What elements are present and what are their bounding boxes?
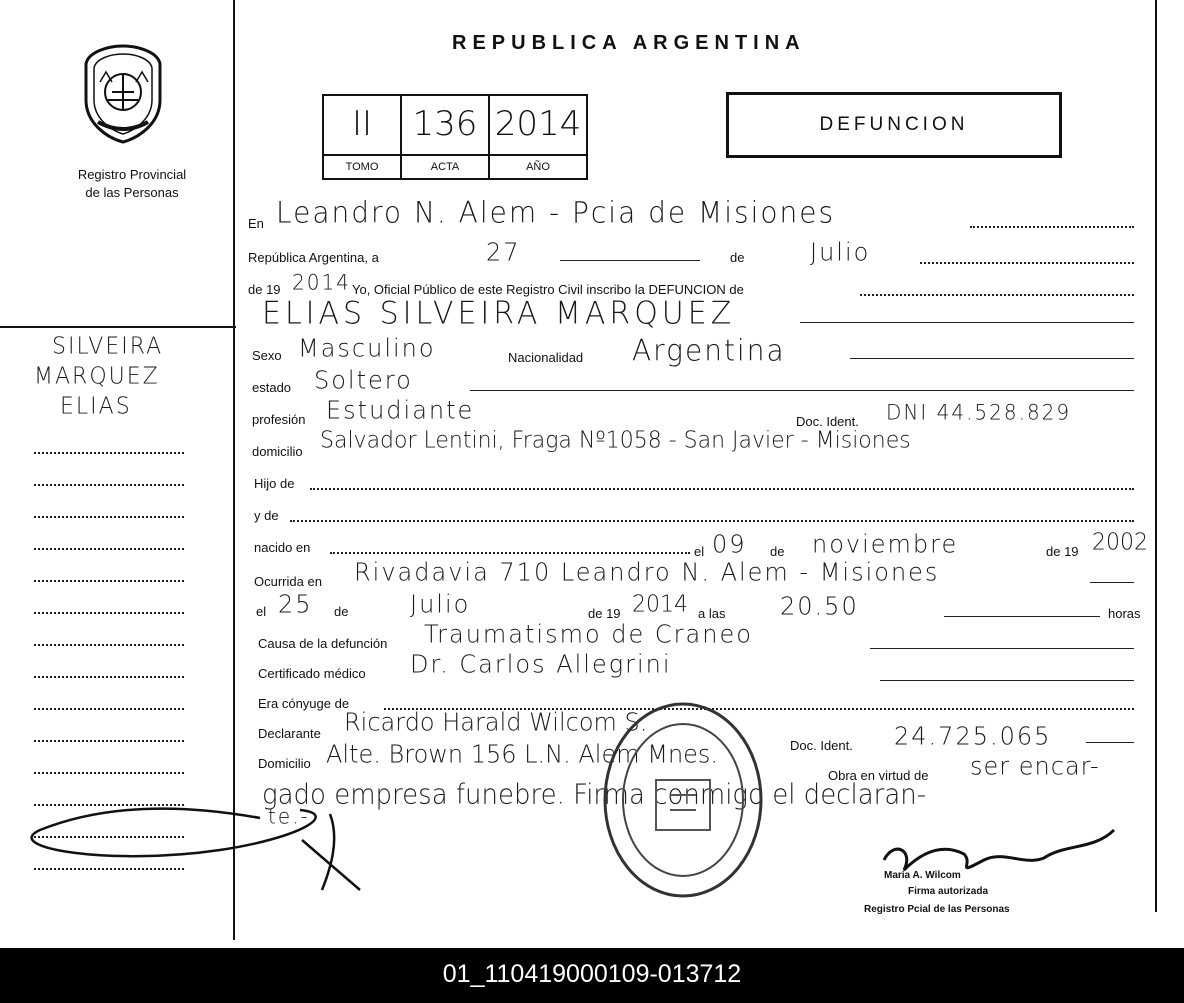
value-certificado: Dr. Carlos Allegrini — [410, 649, 672, 679]
label-de19-nacido: de 19 — [1046, 544, 1079, 559]
label-a-las: a las — [698, 606, 726, 621]
value-obra3: te.- — [268, 803, 310, 829]
value-domicilio: Salvador Lentini, Fraga Nº1058 - San Javier - Misiones — [320, 427, 911, 454]
margin-line — [34, 516, 184, 518]
label-hijo-de: Hijo de — [254, 476, 295, 491]
value-muerte-dia: 25 — [278, 589, 313, 619]
label-nacido-en: nacido en — [254, 540, 311, 555]
value-nacido-anio: 2002 — [1092, 529, 1148, 556]
value-nacido-dia: 09 — [712, 529, 747, 559]
line-yo — [860, 294, 1134, 296]
anio-label: AÑO — [490, 154, 586, 178]
label-en: En — [248, 216, 264, 231]
acta-value: 136 — [412, 104, 478, 144]
label-el-nacido: el — [694, 544, 705, 559]
label-de-mes: de — [730, 250, 745, 265]
value-declarante: Ricardo Harald Wilcom S. — [344, 707, 648, 737]
margin-line — [34, 612, 184, 614]
value-muerte-anio: 2014 — [632, 591, 688, 618]
margin-name-line2: MARQUEZ — [34, 363, 160, 390]
label-yo-oficial: Yo, Oficial Público de este Registro Civil inscribo la DEFUNCION de — [352, 282, 744, 297]
label-profesion: profesión — [252, 412, 306, 427]
value-anio: 2014 — [292, 269, 351, 295]
record-number-box — [322, 94, 588, 180]
label-horas: horas — [1108, 606, 1141, 621]
margin-line — [34, 548, 184, 550]
value-obra2: gado empresa funebre. Firma conmigo el declaran- — [262, 779, 927, 811]
line-sexo — [850, 358, 1134, 359]
anio-value: 2014 — [494, 104, 582, 144]
value-obra: ser encar- — [970, 751, 1100, 781]
value-hora: 20.50 — [780, 591, 859, 621]
line-nacido-en — [330, 552, 690, 554]
value-profesion: Estudiante — [326, 395, 475, 425]
value-causa: Traumatismo de Craneo — [424, 619, 753, 649]
value-doc: DNI 44.528.829 — [886, 399, 1072, 425]
label-obra: Obra en virtud de — [828, 768, 929, 783]
label-declarante: Declarante — [258, 726, 321, 741]
label-ocurrida-en: Ocurrida en — [254, 574, 322, 589]
line-nombre — [800, 322, 1134, 323]
line-estado — [470, 390, 1134, 391]
line-hora — [944, 616, 1100, 617]
value-estado: Soltero — [314, 365, 413, 395]
value-dia: 27 — [486, 237, 521, 267]
line-declarante — [1086, 742, 1134, 743]
image-filename-bar: 01_110419000109-013712 — [0, 948, 1184, 1003]
label-causa: Causa de la defunción — [258, 636, 388, 651]
document-title: REPUBLICA ARGENTINA — [452, 32, 806, 54]
line-certificado — [880, 680, 1134, 681]
value-nacionalidad: Argentina — [632, 333, 786, 368]
margin-name-line1: SILVEIRA — [52, 333, 164, 360]
value-lugar: Leandro N. Alem - Pcia de Misiones — [276, 195, 836, 230]
label-domicilio2: Domicilio — [258, 756, 311, 771]
signature-title: Firma autorizada — [908, 886, 989, 897]
margin-line — [34, 580, 184, 582]
value-muerte-mes: Julio — [410, 589, 471, 619]
acta-cell — [402, 96, 490, 178]
line-causa — [870, 648, 1134, 649]
label-conyuge: Era cónyuge de — [258, 696, 350, 711]
value-sexo: Masculino — [298, 333, 436, 363]
line-mes — [920, 262, 1134, 264]
value-nombre: ELIAS SILVEIRA MARQUEZ — [262, 295, 736, 332]
label-sexo: Sexo — [252, 348, 282, 363]
form-right-border — [1155, 0, 1157, 912]
margin-line — [34, 452, 184, 454]
tomo-label: TOMO — [324, 154, 400, 178]
label-doc-ident2: Doc. Ident. — [790, 738, 853, 753]
label-y-de: y de — [254, 508, 279, 523]
signature-name: María A. Wilcom — [884, 870, 961, 881]
acta-label: ACTA — [402, 154, 488, 178]
value-declarante-dom: Alte. Brown 156 L.N. Alem Mnes. — [326, 739, 719, 769]
line-ocurrida — [1090, 582, 1134, 583]
label-nacionalidad: Nacionalidad — [508, 350, 584, 365]
form-divider — [0, 326, 236, 328]
provincial-shield-logo — [78, 42, 168, 146]
label-el: el — [256, 604, 267, 619]
line-hijo-de — [310, 488, 1134, 490]
label-domicilio: domicilio — [252, 444, 303, 459]
margin-line — [34, 676, 184, 678]
tomo-value: II — [351, 104, 373, 144]
registry-name-line2: de las Personas — [85, 185, 179, 200]
official-seal-stamp — [600, 700, 766, 900]
registrar-signature — [864, 820, 1124, 900]
label-doc-ident: Doc. Ident. — [796, 414, 859, 429]
margin-line — [34, 644, 184, 646]
label-republica: República Argentina, a — [248, 250, 379, 265]
line-en — [970, 226, 1134, 228]
margin-name-line3: ELIAS — [60, 393, 132, 420]
label-de19-muerte: de 19 — [588, 606, 621, 621]
label-de-nacido-mes: de — [770, 544, 785, 559]
label-de-muerte: de — [334, 604, 349, 619]
label-de19: de 19 — [248, 282, 281, 297]
margin-line — [34, 708, 184, 710]
margin-line — [34, 484, 184, 486]
line-y-de — [290, 520, 1134, 522]
signature-org: Registro Pcial de las Personas — [864, 904, 1010, 915]
anio-cell — [490, 96, 586, 178]
line-dia — [560, 260, 700, 261]
value-ocurrida: Rivadavia 710 Leandro N. Alem - Misiones — [354, 557, 940, 587]
label-certificado: Certificado médico — [258, 666, 366, 681]
value-mes: Julio — [810, 237, 871, 267]
record-type-box: DEFUNCION — [726, 92, 1062, 158]
value-declarante-doc: 24.725.065 — [894, 721, 1052, 751]
declarant-signature — [0, 770, 380, 910]
registry-name-line1: Registro Provincial — [77, 167, 187, 182]
tomo-cell — [324, 96, 402, 178]
margin-line — [34, 740, 184, 742]
value-nacido-mes: noviembre — [812, 529, 959, 559]
label-estado: estado — [252, 380, 292, 395]
